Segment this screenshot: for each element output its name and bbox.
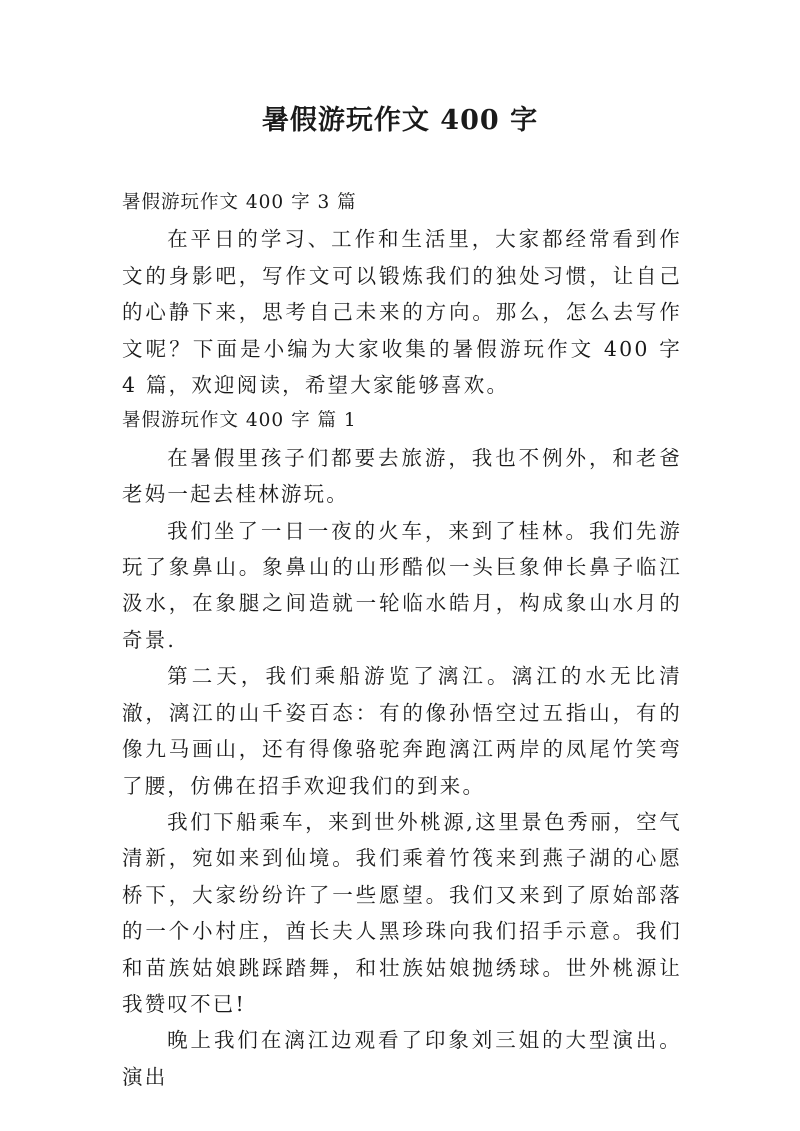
section-heading-main: 暑假游玩作文 400 字 3 篇	[122, 192, 357, 213]
body-paragraph: 我们坐了一日一夜的火车，来到了桂林。我们先游玩了象鼻山。象鼻山的山形酷似一头巨象伸长鼻子临江汲水，在象腿之间造就一轮临水皓月，构成象山水月的奇景.	[122, 518, 682, 652]
body-paragraph: 第二天，我们乘船游览了漓江。漓江的水无比清澈，漓江的山千姿百态：有的像孙悟空过五指山，有的像九马画山，还有得像骆驼奔跑漓江两岸的凤尾竹笑弯了腰，仿佛在招手欢迎我们的到来。	[122, 664, 682, 798]
body-paragraph: 我们下船乘车，来到世外桃源,这里景色秀丽，空气清新，宛如来到仙境。我们乘着竹筏来到燕子湖的心愿桥下，大家纷纷许了一些愿望。我们又来到了原始部落的一个小村庄，酋长夫人黑珍珠向我们招手示意。我们和苗族姑娘跳踩踏舞，和壮族姑娘抛绣球。世外桃源让我赞叹不已!	[122, 809, 682, 1016]
document-title: 暑假游玩作文 400 字	[261, 105, 539, 136]
intro-paragraph: 在平日的学习、工作和生活里，大家都经常看到作文的身影吧，写作文可以锻炼我们的独处习惯，让自己的心静下来，思考自己未来的方向。那么，怎么去写作文呢？下面是小编为大家收集的暑假游玩作文 400 字 4 篇，欢迎阅读，希望大家能够喜欢。	[122, 227, 682, 398]
body-paragraph: 晚上我们在漓江边观看了印象刘三姐的大型演出。演出	[122, 1028, 682, 1089]
body-paragraph: 在暑假里孩子们都要去旅游，我也不例外，和老爸老妈一起去桂林游玩。	[122, 445, 682, 507]
section-heading-part1: 暑假游玩作文 400 字 篇 1	[122, 410, 357, 432]
document-body	[122, 185, 682, 1095]
